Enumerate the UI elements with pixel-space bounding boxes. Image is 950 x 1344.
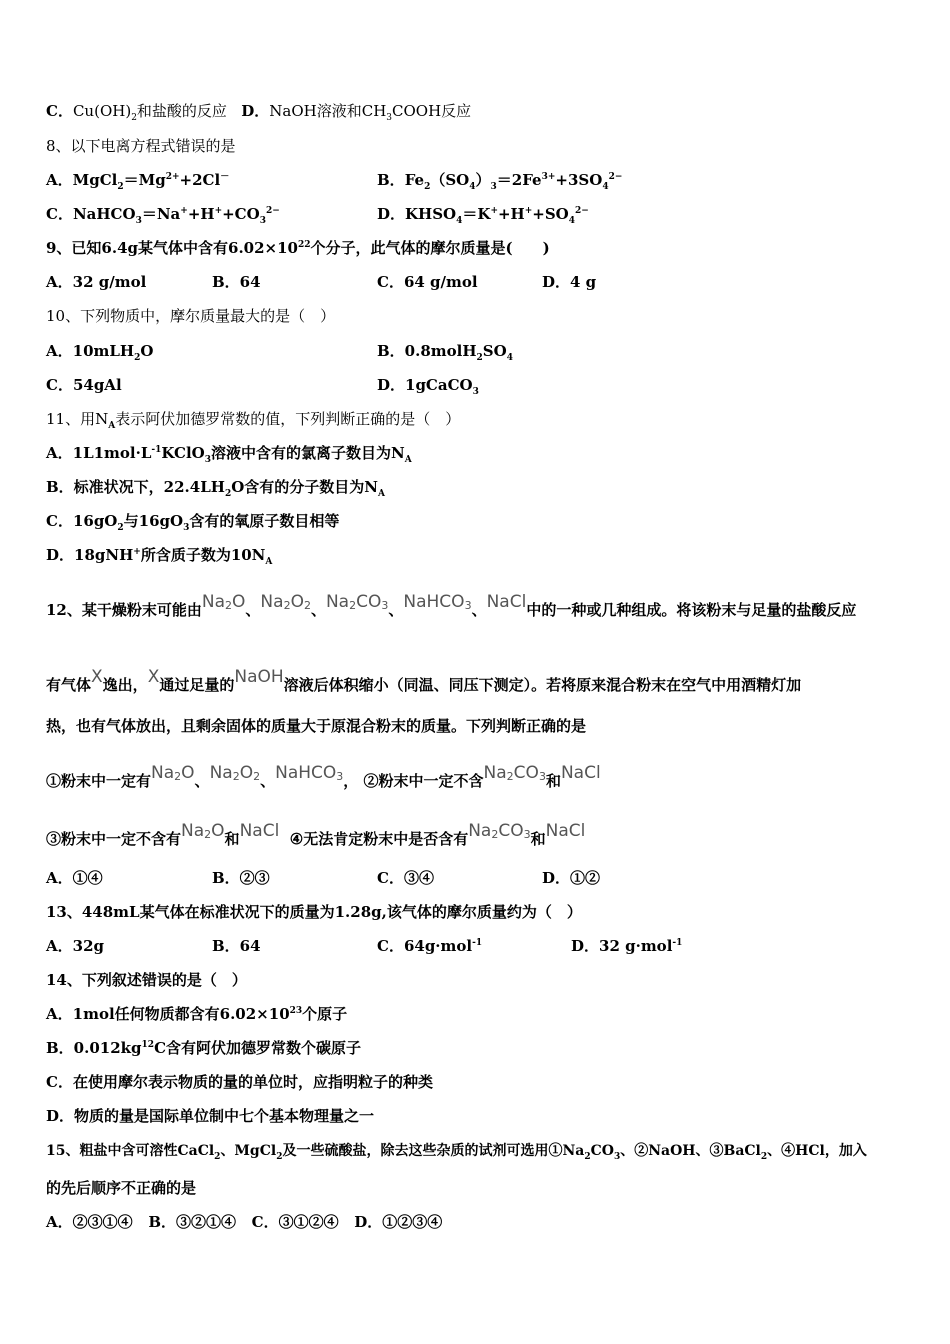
q9-stem: 9、已知6.4g某气体中含有$6.02\times 10^{22}$个分子，此气体的摩尔质量是( ) [46,239,550,257]
q7-options-cd: C．$Cu(OH)_2$和盐酸的反应 D．NaOH溶液和$CH_3COOH$反应 [46,102,472,123]
q13-option-a: A．32g [46,937,105,955]
q11-option-c: C．$16gO_2$与$16gO_3$含有的氧原子数目相等 [46,512,340,533]
q13-stem: 13、448mL某气体在标准状况下的质量为1.28g,该气体的摩尔质量约为（ ） [46,903,582,921]
q8-stem: 8、以下电离方程式错误的是 [46,137,236,155]
q8-option-c: C．$NaHCO_3=Na^++H^++CO_3^{2-}$ [46,205,280,226]
q10-option-b: B．$0.8molH_2SO_4$ [377,342,513,363]
q9-option-d: D．4 g [542,273,597,291]
q11-option-b: B．标准状况下，$22.4LH_2O$含有的分子数目为$N_A$ [46,478,385,499]
q10-option-c: C．54gAl [46,376,122,394]
q11-option-a: A．$1L1mol\cdot L^{-1}KClO_3$溶液中含有的氯离子数目为$N_A$ [46,444,412,465]
q7-c-formula: Cu(OH) [72,102,132,120]
q14-option-d: D．物质的量是国际单位制中七个基本物理量之一 [46,1107,375,1125]
q12-option-a: A．①④ [46,869,103,887]
q9-option-b: B．64 [212,273,261,291]
q8-option-a: A．$MgCl_2=Mg^{2+}+2Cl^-$ [46,171,230,192]
q14-option-b: B．$0.012kg^{12}C$含有阿伏加德罗常数个碳原子 [46,1039,362,1057]
q12-option-c: C．③④ [377,869,434,887]
q12-statements-12: ①粉末中一定有$Na_2O$、$Na_2O_2$、NaHCO$_3$， ②粉末中一定不含$Na_2CO_3$和NaCl [46,763,601,790]
q9-option-a: A．32 g/mol [46,273,147,291]
q15-option-b: B．③②①④ [148,1213,236,1231]
q13-option-b: B．64 [212,937,261,955]
q14-option-a: A．1mol任何物质都含有$6.02\times 10^{23}$个原子 [46,1005,348,1023]
q10-option-d: D．1gCaCO$_3$ [377,376,479,397]
q15-stem-line2: 的先后顺序不正确的是 [46,1179,197,1197]
q12-statements-34: ③粉末中一定不含有$Na_2O$和NaCl ④无法肯定粉末中是否含有$Na_2CO_3$和NaCl [46,821,586,848]
q11-option-d: D．18gNH+所含质子数为$10N_A$ [46,546,273,567]
q9-option-c: C．64 g/mol [377,273,478,291]
q15-stem: 15、粗盐中含可溶性CaCl$_2$、MgCl$_2$及一些硫酸盐，除去这些杂质的试剂可选用$①Na_2CO_3$、②NaOH、③BaCl$_2$、④HCl，加入 [46,1143,867,1162]
q15-option-a: A．②③①④ [46,1213,133,1231]
q15-option-c: C．③①②④ [251,1213,339,1231]
q15-options [46,1212,442,1232]
q11-stem: 11、用$N_A$表示阿伏加德罗常数的值，下列判断正确的是（ ） [46,410,461,431]
q12-line3: 热，也有气体放出，且剩余固体的质量大于原混合粉末的质量。下列判断正确的是 [46,717,587,735]
q13-option-d: D．32 g·mol$^{-1}$ [571,937,683,955]
q10-stem: 10、下列物质中，摩尔质量最大的是（ ） [46,307,336,325]
q12-option-b: B．②③ [212,869,270,887]
q12-line2: 有气体X逸出，X通过足量的NaOH溶液后体积缩小（同温、同压下测定）。若将原来混合粉末在空气中用酒精灯加 [46,667,802,694]
q10-option-a: A．10mLH$_2$O [46,342,154,363]
q8-option-b: B．$Fe_2(SO_4)_3=2Fe^{3+}+3SO_4^{2-}$ [377,171,623,192]
q14-stem: 14、下列叙述错误的是（ ） [46,971,247,989]
q8-option-d: D．$KHSO_4=K^++H^++SO_4^{2-}$ [377,205,589,226]
q13-option-c: C．64g·mol$^{-1}$ [377,937,483,955]
q12-line1: 12、某干燥粉末可能由$Na_2O$、$Na_2O_2$、$Na_2CO_3$、NaHCO$_3$、NaCl中的一种或几种组成。将该粉末与足量的盐酸反应 [46,592,857,619]
q14-option-c: C．在使用摩尔表示物质的量的单位时，应指明粒子的种类 [46,1073,433,1091]
q12-option-d: D．①② [542,869,601,887]
q15-option-d: D．①②③④ [354,1213,443,1231]
q7-c-label: C． [46,102,73,120]
